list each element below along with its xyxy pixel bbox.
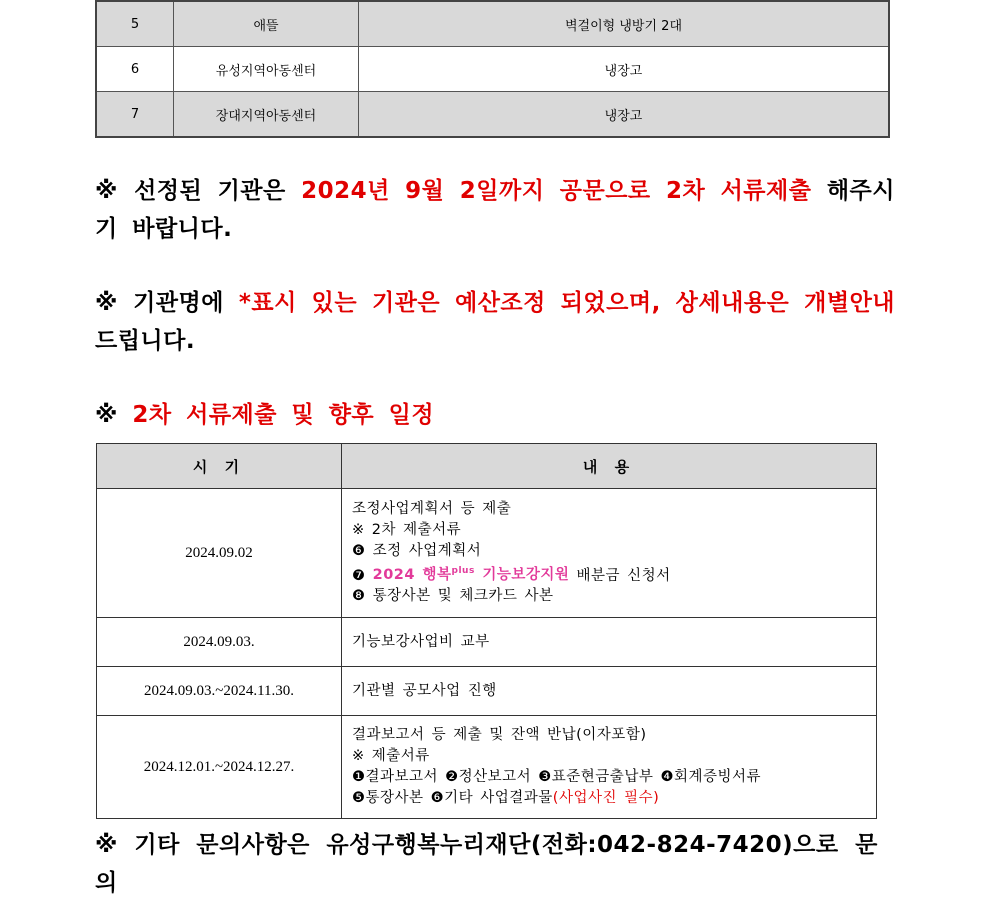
table-header-row — [97, 444, 877, 489]
header-period: 시 기 — [97, 444, 342, 489]
content-line: 결과보고서 등 제출 및 잔액 반납(이자포함) — [352, 727, 647, 743]
selected-orgs-table — [95, 0, 890, 138]
schedule-content: 기능보강사업비 교부 — [342, 618, 877, 667]
content-line: ※ 제출서류 — [352, 748, 430, 764]
org-name: 애뜰 — [174, 1, 359, 47]
support-item: 냉장고 — [359, 92, 890, 138]
table-row — [97, 667, 877, 716]
content-line: ❶결과보고서 ❷정산보고서 ❸표준현금출납부 ❹회계증빙서류 — [352, 769, 761, 785]
content-line: 조정사업계획서 등 제출 — [352, 500, 512, 517]
notice-prefix: ※ 선정된 기관은 — [95, 178, 302, 204]
content-prefix: ❺통장사본 ❻기타 사업결과물 — [352, 790, 553, 806]
heading-text: 2차 서류제출 및 향후 일정 — [132, 402, 435, 428]
content-suffix: 배분금 신청서 — [569, 567, 671, 584]
table-row — [96, 92, 889, 138]
content-line — [352, 562, 866, 587]
brand-name — [373, 567, 570, 583]
notice-prefix: ※ 기관명에 — [95, 290, 239, 316]
content-line: ❽ 통장사본 및 체크카드 사본 — [352, 588, 554, 605]
content-line — [352, 788, 866, 809]
org-name: 장대지역아동센터 — [174, 92, 359, 138]
required-note: (사업사진 필수) — [552, 790, 660, 806]
content-line: ❻ 조정 사업계획서 — [352, 542, 482, 559]
org-name: 유성지역아동센터 — [174, 47, 359, 92]
contact-text: ※ 기타 문의사항은 유성구행복누리재단(전화:042-824-7420)으로 문의 — [95, 832, 878, 896]
support-item: 냉장고 — [359, 47, 890, 92]
header-content: 내 용 — [342, 444, 877, 489]
notice-highlight: *표시 있는 기관은 예산조정 되었으며, 상세내용은 개별안내 — [238, 290, 896, 316]
schedule-content — [342, 489, 877, 618]
row-number: 7 — [96, 92, 174, 138]
brand-plus: plus — [451, 566, 475, 577]
notice-budget-adjusted — [95, 284, 895, 360]
notice-highlight: 2024년 9월 2일까지 공문으로 2차 서류제출 — [301, 178, 812, 204]
table-row — [97, 716, 877, 819]
notice-suffix: 드립니다. — [95, 328, 196, 354]
support-item: 벽걸이형 냉방기 2대 — [359, 1, 890, 47]
schedule-date: 2024.12.01.~2024.12.27. — [97, 716, 342, 819]
notice-contact — [95, 826, 895, 902]
table-row — [97, 618, 877, 667]
schedule-content — [342, 716, 877, 819]
row-number: 6 — [96, 47, 174, 92]
schedule-heading — [95, 396, 895, 434]
table-row — [97, 489, 877, 618]
bullet-prefix: ❼ — [352, 567, 373, 584]
table-row — [96, 47, 889, 92]
content-line: ※ 2차 제출서류 — [352, 521, 462, 538]
notice-submission-deadline — [95, 172, 895, 248]
table-row — [96, 1, 889, 47]
schedule-content: 기관별 공모사업 진행 — [342, 667, 877, 716]
schedule-date: 2024.09.02 — [97, 489, 342, 618]
brand-part: 2024 행복 — [372, 567, 452, 584]
schedule-table — [96, 443, 877, 819]
row-number: 5 — [96, 1, 174, 47]
schedule-date: 2024.09.03.~2024.11.30. — [97, 667, 342, 716]
brand-part: 기능보강지원 — [474, 567, 570, 584]
heading-symbol: ※ — [95, 402, 133, 428]
schedule-date: 2024.09.03. — [97, 618, 342, 667]
notice-suffix: 해주시기 바랍니다. — [95, 178, 895, 242]
